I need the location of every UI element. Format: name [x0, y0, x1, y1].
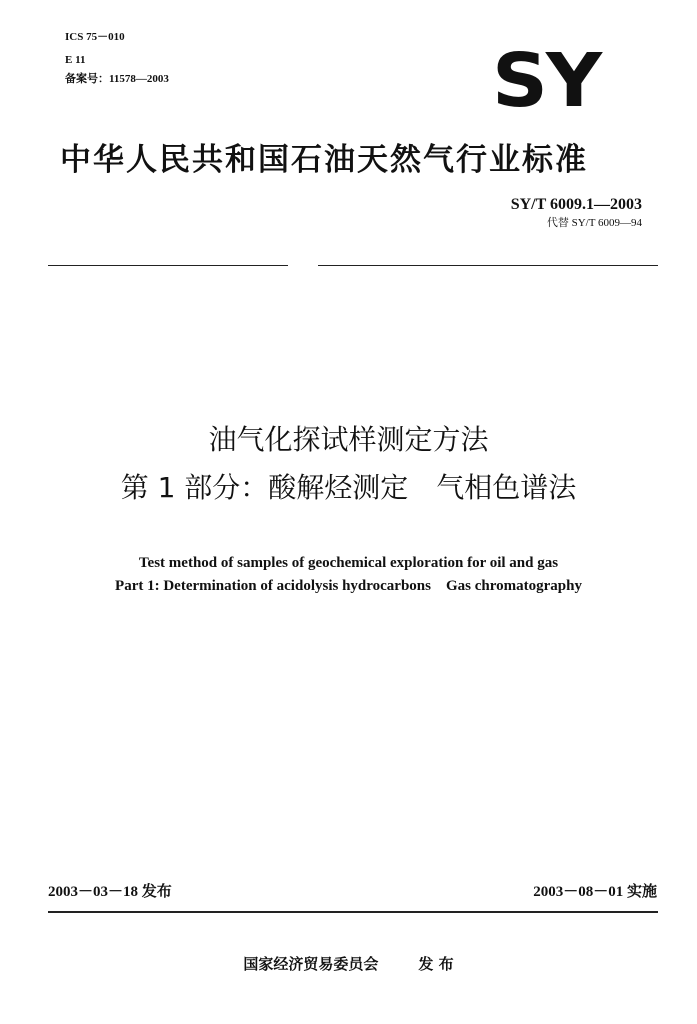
- title-chinese-line-2: 第 1 部分：酸解烃测定 气相色谱法: [120, 471, 577, 504]
- divider-top-left: [48, 265, 288, 266]
- title-english-line-2: Part 1: Determination of acidolysis hydrocarbons Gas chromatography: [115, 578, 582, 594]
- issue-date: 2003－03－18 发布: [48, 884, 172, 900]
- publisher-name: 国家经济贸易委员会: [243, 955, 379, 973]
- org-title: 中华人民共和国石油天然气行业标准: [60, 142, 588, 178]
- replaces-standard: 代替 SY/T 6009—94: [546, 217, 642, 229]
- record-number: 备案号：11578—2003: [65, 73, 169, 85]
- title-english-line-1: Test method of samples of geochemical exploration for oil and gas: [138, 555, 559, 571]
- divider-top-right: [318, 265, 658, 266]
- implementation-date: 2003－08－01 实施: [533, 884, 657, 900]
- ccs-code: E 11: [65, 54, 86, 66]
- publisher: [0, 954, 697, 974]
- sy-logo: SY: [492, 38, 601, 124]
- publisher-action: 发 布: [418, 955, 454, 973]
- standard-number: SY/T 6009.1—2003: [510, 196, 642, 213]
- divider-bottom: [48, 911, 658, 913]
- ics-code: ICS 75－010: [65, 31, 125, 43]
- title-chinese-line-1: 油气化探试样测定方法: [208, 423, 489, 456]
